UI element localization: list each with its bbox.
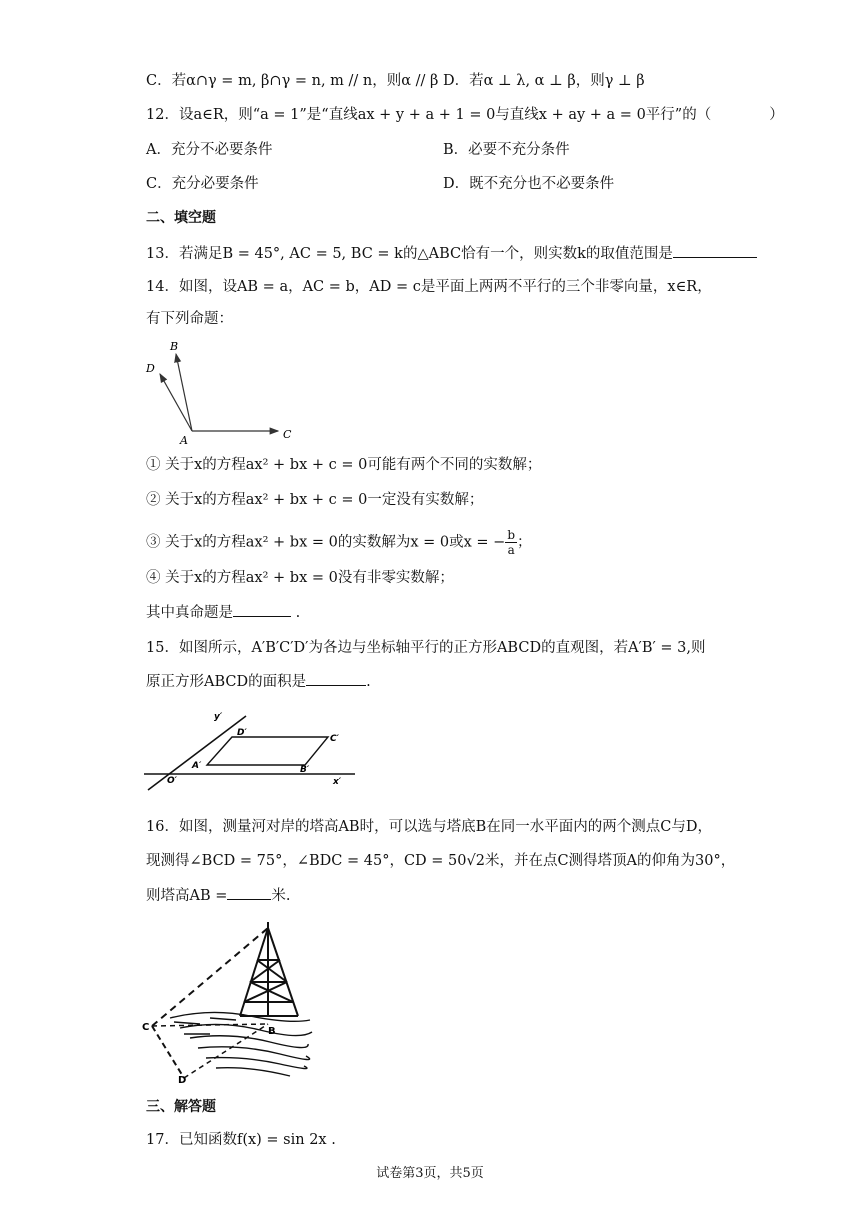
frac-numerator: b [507,528,515,542]
q11-option-c: C．若α∩γ = m, β∩γ = n, m // n，则α // β [146,73,439,89]
q14-item-1: ① 关于x的方程ax² + bx + c = 0可能有两个不同的实数解； [146,457,542,473]
q14-conclusion [146,602,300,623]
label-a-prime: A′ [192,761,202,771]
label-point-b: B [268,1026,276,1037]
label-y-axis: y′ [214,712,223,722]
q12-option-a: A．充分不必要条件 [146,142,273,158]
q16-line1: 16．如图，测量河对岸的塔高AB时，可以选与塔底B在同一水平面内的两个测点C与D， [146,819,712,835]
section-fill-in-heading: 二、填空题 [146,210,216,226]
q14-vector-figure [140,336,300,448]
frac-denominator: a [507,543,515,557]
q14-conclusion-text: 其中真命题是 [146,605,233,621]
label-b-prime: B′ [300,765,310,775]
q14-answer-blank [233,602,291,617]
q15-line2-text: 原正方形ABCD的面积是 [146,674,307,690]
label-o: O′ [167,776,178,786]
q14-stem-line1: 14．如图，设AB = a，AC = b，AD = c是平面上两两不平行的三个非零向量，x∈R， [146,279,712,295]
label-point-d: D [178,1075,187,1084]
section-answer-heading: 三、解答题 [146,1099,216,1115]
q14-item-3 [146,528,532,557]
label-x-axis: x′ [333,777,342,787]
label-d: D [146,362,155,375]
parallelogram-abcd [207,737,328,765]
q14-item-4: ④ 关于x的方程ax² + bx = 0没有非零实数解； [146,570,454,586]
q13-text: 13．若满足B = 45°, AC = 5, BC = k的△ABC恰有一个，则实数k的取值范围是 [146,246,673,262]
q17-stem: 17．已知函数f(x) = sin 2x . [146,1132,336,1148]
q12-option-d: D．既不充分也不必要条件 [443,176,615,192]
q14-item-3-fraction [505,528,517,557]
q14-item-3-end: ； [517,534,532,551]
q16-tower-figure [140,920,320,1084]
label-c: C [283,428,292,441]
q16-answer-blank [227,885,271,900]
q16-line3-text: 则塔高AB = [146,888,228,904]
q15-answer-blank [306,671,366,686]
vector-ad [160,374,192,431]
q11-option-d: D．若α ⊥ λ, α ⊥ β，则γ ⊥ β [443,73,645,89]
q15-line2-end: . [366,674,371,690]
q16-line2: 现测得∠BCD = 75°，∠BDC = 45°，CD = 50√2米，并在点C测得塔顶A的仰角为30°， [146,853,736,869]
q14-item-3-text: ③ 关于x的方程ax² + bx = 0的实数解为x = 0或x = − [146,534,506,551]
vector-ab [176,354,192,431]
q13-answer-blank [673,243,757,258]
river-hatching [170,1012,312,1076]
sight-line-ca [152,928,268,1026]
label-a: A [180,434,188,447]
q16-line3 [146,885,291,906]
q12-stem: 12．设a∈R，则“a = 1”是“直线ax + y + a + 1 = 0与直线x + ay + a = 0平行”的（ ） [146,107,784,123]
q14-item-2: ② 关于x的方程ax² + bx + c = 0一定没有实数解； [146,492,484,508]
label-d-prime: D′ [237,728,247,738]
line-cd [152,1026,184,1078]
label-b: B [170,340,179,353]
q12-option-b: B．必要不充分条件 [443,142,570,158]
q14-stem-line2: 有下列命题： [146,311,233,327]
tower-drawing [240,922,298,1016]
q13-stem [146,243,757,264]
label-point-c: C [142,1022,150,1033]
label-c-prime: C′ [330,734,339,744]
q15-oblique-figure [140,708,362,792]
page-footer: 试卷第3页，共5页 [376,1166,484,1181]
q16-line3-end: 米. [271,888,291,904]
y-axis [148,716,246,790]
q14-conclusion-end: . [295,605,301,621]
q15-line1: 15．如图所示，A′B′C′D′为各边与坐标轴平行的正方形ABCD的直观图，若A′B′ = 3,则 [146,640,706,656]
q12-option-c: C．充分必要条件 [146,176,259,192]
q15-line2 [146,671,371,692]
